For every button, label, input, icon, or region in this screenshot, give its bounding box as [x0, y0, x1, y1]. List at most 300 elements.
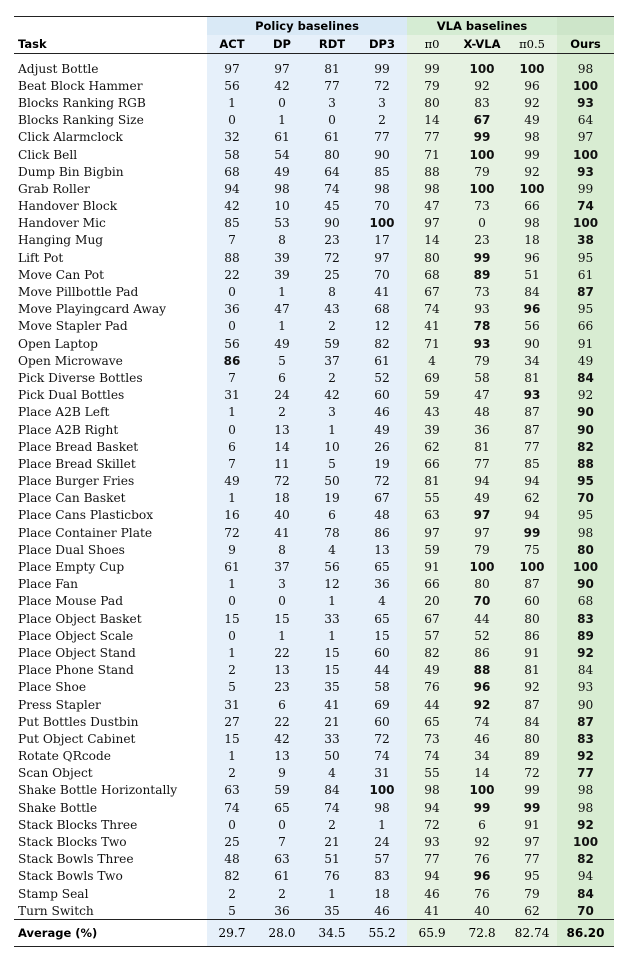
- score-cell-pi0: 46: [407, 885, 457, 902]
- table-row: [14, 627, 614, 644]
- score-cell-pi0: 14: [407, 232, 457, 249]
- score-cell-pi0: 99: [407, 54, 457, 78]
- table-row: [14, 352, 614, 369]
- score-cell-pi0: 59: [407, 541, 457, 558]
- score-cell-rdt: 5: [307, 455, 357, 472]
- table-row: [14, 782, 614, 799]
- score-cell-rdt: 90: [307, 215, 357, 232]
- score-cell-ours: 90: [557, 404, 614, 421]
- score-cell-pi05: 85: [507, 455, 557, 472]
- score-cell-dp3: 86: [357, 524, 407, 541]
- column-header-xvla: X-VLA: [457, 35, 507, 54]
- score-cell-rdt: 21: [307, 833, 357, 850]
- score-cell-pi0: 4: [407, 352, 457, 369]
- score-cell-ours: 100: [557, 146, 614, 163]
- score-cell-pi05: 92: [507, 94, 557, 111]
- score-cell-dp3: 18: [357, 885, 407, 902]
- score-cell-pi05: 66: [507, 198, 557, 215]
- score-cell-act: 0: [207, 593, 257, 610]
- table-row: [14, 455, 614, 472]
- score-cell-pi0: 91: [407, 558, 457, 575]
- score-cell-dp3: 2: [357, 112, 407, 129]
- score-cell-xvla: 99: [457, 249, 507, 266]
- score-cell-dp: 36: [257, 902, 307, 920]
- score-cell-xvla: 40: [457, 902, 507, 920]
- score-cell-pi0: 20: [407, 593, 457, 610]
- score-cell-dp: 9: [257, 765, 307, 782]
- column-header-dp: DP: [257, 35, 307, 54]
- score-cell-xvla: 78: [457, 318, 507, 335]
- score-cell-pi05: 97: [507, 833, 557, 850]
- score-cell-dp3: 36: [357, 576, 407, 593]
- score-cell-dp3: 46: [357, 404, 407, 421]
- column-header-ours: Ours: [557, 35, 614, 54]
- score-cell-pi05: 81: [507, 662, 557, 679]
- score-cell-act: 68: [207, 163, 257, 180]
- table-row: [14, 369, 614, 386]
- score-cell-act: 1: [207, 576, 257, 593]
- score-cell-dp3: 46: [357, 902, 407, 920]
- score-cell-dp: 7: [257, 833, 307, 850]
- score-cell-act: 61: [207, 558, 257, 575]
- score-cell-ours: 95: [557, 473, 614, 490]
- score-cell-act: 58: [207, 146, 257, 163]
- task-name-cell: Place Object Basket: [18, 611, 142, 626]
- score-cell-xvla: 70: [457, 593, 507, 610]
- score-cell-act: 2: [207, 662, 257, 679]
- score-cell-dp: 1: [257, 627, 307, 644]
- score-cell-rdt: 50: [307, 473, 357, 490]
- score-cell-pi0: 57: [407, 627, 457, 644]
- score-cell-rdt: 2: [307, 369, 357, 386]
- score-cell-rdt: 64: [307, 163, 357, 180]
- score-cell-dp3: 74: [357, 748, 407, 765]
- score-cell-xvla: 81: [457, 438, 507, 455]
- score-cell-dp3: 58: [357, 679, 407, 696]
- score-cell-act: 6: [207, 438, 257, 455]
- table-row: [14, 198, 614, 215]
- score-cell-xvla: 80: [457, 576, 507, 593]
- score-cell-dp3: 72: [357, 730, 407, 747]
- task-name-cell: Place Bread Skillet: [18, 456, 136, 471]
- score-cell-ours: 98: [557, 54, 614, 78]
- score-cell-xvla: 86: [457, 644, 507, 661]
- score-cell-ours: 92: [557, 816, 614, 833]
- score-cell-dp: 1: [257, 318, 307, 335]
- score-cell-dp: 23: [257, 679, 307, 696]
- task-name-cell: Put Object Cabinet: [18, 731, 136, 746]
- score-cell-rdt: 15: [307, 662, 357, 679]
- score-cell-pi0: 77: [407, 129, 457, 146]
- task-name-cell: Place Dual Shoes: [18, 542, 125, 557]
- score-cell-pi05: 34: [507, 352, 557, 369]
- score-cell-rdt: 35: [307, 679, 357, 696]
- score-cell-pi05: 100: [507, 180, 557, 197]
- table-row: [14, 765, 614, 782]
- score-cell-dp3: 69: [357, 696, 407, 713]
- score-cell-dp: 42: [257, 77, 307, 94]
- score-cell-pi0: 82: [407, 644, 457, 661]
- table-row: [14, 232, 614, 249]
- score-cell-pi0: 81: [407, 473, 457, 490]
- score-cell-act: 31: [207, 387, 257, 404]
- score-cell-dp3: 60: [357, 387, 407, 404]
- score-cell-xvla: 52: [457, 627, 507, 644]
- score-cell-pi0: 74: [407, 301, 457, 318]
- table-row: [14, 438, 614, 455]
- score-cell-xvla: 100: [457, 180, 507, 197]
- score-cell-dp3: 82: [357, 335, 407, 352]
- score-cell-ours: 93: [557, 163, 614, 180]
- score-cell-dp3: 70: [357, 198, 407, 215]
- score-cell-dp3: 41: [357, 283, 407, 300]
- score-cell-dp3: 12: [357, 318, 407, 335]
- score-cell-pi0: 69: [407, 369, 457, 386]
- score-cell-dp: 39: [257, 266, 307, 283]
- average-xvla: 72.8: [457, 920, 507, 947]
- task-name-cell: Beat Block Hammer: [18, 78, 143, 93]
- score-cell-rdt: 61: [307, 129, 357, 146]
- score-cell-pi0: 49: [407, 662, 457, 679]
- task-name-cell: Place Object Stand: [18, 645, 136, 660]
- score-cell-act: 16: [207, 507, 257, 524]
- table-row: [14, 713, 614, 730]
- score-cell-xvla: 67: [457, 112, 507, 129]
- score-cell-ours: 93: [557, 94, 614, 111]
- score-cell-pi05: 99: [507, 782, 557, 799]
- score-cell-pi05: 96: [507, 77, 557, 94]
- column-header-act: ACT: [207, 35, 257, 54]
- score-cell-pi0: 67: [407, 283, 457, 300]
- score-cell-dp3: 65: [357, 558, 407, 575]
- score-cell-rdt: 84: [307, 782, 357, 799]
- score-cell-pi05: 56: [507, 318, 557, 335]
- task-name-cell: Put Bottles Dustbin: [18, 714, 139, 729]
- score-cell-dp: 2: [257, 404, 307, 421]
- table-row: [14, 644, 614, 661]
- column-header-rdt: RDT: [307, 35, 357, 54]
- task-name-cell: Place Container Plate: [18, 525, 153, 540]
- score-cell-pi05: 92: [507, 679, 557, 696]
- score-cell-dp: 40: [257, 507, 307, 524]
- score-cell-pi05: 91: [507, 644, 557, 661]
- score-cell-ours: 61: [557, 266, 614, 283]
- table-body: [14, 54, 614, 920]
- score-cell-pi0: 94: [407, 868, 457, 885]
- score-cell-dp3: 90: [357, 146, 407, 163]
- score-cell-dp: 41: [257, 524, 307, 541]
- score-cell-rdt: 1: [307, 885, 357, 902]
- group-header-empty: [14, 17, 207, 36]
- score-cell-dp: 63: [257, 851, 307, 868]
- table-row: [14, 576, 614, 593]
- score-cell-ours: 74: [557, 198, 614, 215]
- score-cell-dp3: 52: [357, 369, 407, 386]
- table-row: [14, 54, 614, 78]
- score-cell-ours: 64: [557, 112, 614, 129]
- score-cell-ours: 87: [557, 713, 614, 730]
- group-header-ours-empty: [557, 17, 614, 36]
- score-cell-act: 0: [207, 627, 257, 644]
- score-cell-xvla: 83: [457, 94, 507, 111]
- score-cell-ours: 92: [557, 644, 614, 661]
- score-cell-dp: 2: [257, 885, 307, 902]
- score-cell-pi0: 55: [407, 765, 457, 782]
- group-header-policy: Policy baselines: [207, 17, 407, 36]
- score-cell-act: 2: [207, 885, 257, 902]
- score-cell-dp3: 19: [357, 455, 407, 472]
- score-cell-rdt: 3: [307, 404, 357, 421]
- score-cell-xvla: 73: [457, 283, 507, 300]
- score-cell-dp: 98: [257, 180, 307, 197]
- score-cell-dp3: 85: [357, 163, 407, 180]
- score-cell-xvla: 34: [457, 748, 507, 765]
- score-cell-ours: 92: [557, 387, 614, 404]
- score-cell-xvla: 100: [457, 558, 507, 575]
- score-cell-dp: 53: [257, 215, 307, 232]
- score-cell-pi0: 73: [407, 730, 457, 747]
- score-cell-dp: 5: [257, 352, 307, 369]
- score-cell-act: 15: [207, 610, 257, 627]
- task-name-cell: Blocks Ranking RGB: [18, 95, 146, 110]
- group-header-row: [14, 17, 614, 36]
- score-cell-ours: 100: [557, 77, 614, 94]
- score-cell-dp3: 13: [357, 541, 407, 558]
- score-cell-rdt: 74: [307, 180, 357, 197]
- score-cell-ours: 98: [557, 782, 614, 799]
- score-cell-dp3: 60: [357, 713, 407, 730]
- score-cell-act: 31: [207, 696, 257, 713]
- task-name-cell: Pick Diverse Bottles: [18, 370, 143, 385]
- task-name-cell: Stack Bowls Three: [18, 852, 134, 867]
- table-row: [14, 696, 614, 713]
- score-cell-ours: 97: [557, 129, 614, 146]
- table-row: [14, 266, 614, 283]
- score-cell-ours: 70: [557, 902, 614, 920]
- score-cell-dp3: 49: [357, 421, 407, 438]
- score-cell-ours: 98: [557, 524, 614, 541]
- score-cell-dp: 39: [257, 249, 307, 266]
- score-cell-act: 7: [207, 232, 257, 249]
- score-cell-act: 42: [207, 198, 257, 215]
- task-name-cell: Rotate QRcode: [18, 749, 112, 764]
- score-cell-xvla: 92: [457, 696, 507, 713]
- score-cell-act: 0: [207, 283, 257, 300]
- score-cell-xvla: 92: [457, 77, 507, 94]
- score-cell-xvla: 79: [457, 541, 507, 558]
- score-cell-ours: 49: [557, 352, 614, 369]
- score-cell-ours: 90: [557, 696, 614, 713]
- score-cell-dp: 1: [257, 283, 307, 300]
- task-name-cell: Place Phone Stand: [18, 663, 134, 678]
- score-cell-dp: 11: [257, 455, 307, 472]
- score-cell-pi05: 60: [507, 593, 557, 610]
- score-cell-dp: 6: [257, 696, 307, 713]
- table-row: [14, 249, 614, 266]
- score-cell-xvla: 76: [457, 885, 507, 902]
- average-dp: 28.0: [257, 920, 307, 947]
- score-cell-xvla: 48: [457, 404, 507, 421]
- score-cell-pi05: 87: [507, 404, 557, 421]
- score-cell-xvla: 93: [457, 301, 507, 318]
- score-cell-dp: 14: [257, 438, 307, 455]
- score-cell-pi05: 99: [507, 799, 557, 816]
- score-cell-pi0: 80: [407, 94, 457, 111]
- score-cell-xvla: 47: [457, 387, 507, 404]
- table-row: [14, 662, 614, 679]
- score-cell-ours: 84: [557, 662, 614, 679]
- average-pi0: 65.9: [407, 920, 457, 947]
- score-cell-act: 5: [207, 679, 257, 696]
- score-cell-rdt: 77: [307, 77, 357, 94]
- score-cell-xvla: 100: [457, 782, 507, 799]
- score-cell-act: 88: [207, 249, 257, 266]
- score-cell-dp: 65: [257, 799, 307, 816]
- score-cell-rdt: 1: [307, 421, 357, 438]
- score-cell-pi05: 49: [507, 112, 557, 129]
- column-header-dp3: DP3: [357, 35, 407, 54]
- score-cell-dp: 13: [257, 421, 307, 438]
- score-cell-pi05: 100: [507, 54, 557, 78]
- score-cell-dp3: 72: [357, 77, 407, 94]
- task-name-cell: Shake Bottle Horizontally: [18, 783, 178, 798]
- score-cell-pi0: 88: [407, 163, 457, 180]
- score-cell-pi0: 72: [407, 816, 457, 833]
- score-cell-rdt: 21: [307, 713, 357, 730]
- table-row: [14, 318, 614, 335]
- score-cell-rdt: 72: [307, 249, 357, 266]
- score-cell-xvla: 44: [457, 610, 507, 627]
- score-cell-rdt: 8: [307, 283, 357, 300]
- task-name-cell: Press Stapler: [18, 697, 101, 712]
- table-row: [14, 94, 614, 111]
- task-name-cell: Lift Pot: [18, 250, 64, 265]
- score-cell-pi0: 71: [407, 146, 457, 163]
- score-cell-dp3: 44: [357, 662, 407, 679]
- score-cell-rdt: 4: [307, 541, 357, 558]
- score-cell-pi05: 62: [507, 490, 557, 507]
- score-cell-xvla: 99: [457, 799, 507, 816]
- score-cell-pi05: 62: [507, 902, 557, 920]
- score-cell-rdt: 0: [307, 112, 357, 129]
- task-name-cell: Place Cans Plasticbox: [18, 508, 154, 523]
- score-cell-pi0: 74: [407, 748, 457, 765]
- score-cell-dp3: 48: [357, 507, 407, 524]
- score-cell-pi0: 55: [407, 490, 457, 507]
- task-name-cell: Place Shoe: [18, 680, 87, 695]
- score-cell-pi0: 43: [407, 404, 457, 421]
- task-name-cell: Move Playingcard Away: [18, 302, 167, 317]
- score-cell-act: 7: [207, 455, 257, 472]
- score-cell-dp3: 100: [357, 782, 407, 799]
- average-ours: 86.20: [557, 920, 614, 947]
- score-cell-ours: 95: [557, 507, 614, 524]
- score-cell-rdt: 2: [307, 816, 357, 833]
- score-cell-pi05: 75: [507, 541, 557, 558]
- column-header-row: [14, 35, 614, 54]
- score-cell-pi05: 80: [507, 610, 557, 627]
- task-name-cell: Grab Roller: [18, 181, 90, 196]
- table-row: [14, 215, 614, 232]
- score-cell-rdt: 37: [307, 352, 357, 369]
- score-cell-dp: 42: [257, 730, 307, 747]
- average-act: 29.7: [207, 920, 257, 947]
- score-cell-rdt: 1: [307, 593, 357, 610]
- score-cell-ours: 95: [557, 301, 614, 318]
- score-cell-act: 72: [207, 524, 257, 541]
- score-cell-dp3: 70: [357, 266, 407, 283]
- score-cell-rdt: 74: [307, 799, 357, 816]
- table-row: [14, 473, 614, 490]
- table-row: [14, 507, 614, 524]
- score-cell-ours: 94: [557, 868, 614, 885]
- score-cell-ours: 99: [557, 180, 614, 197]
- score-cell-pi05: 94: [507, 507, 557, 524]
- score-cell-pi0: 62: [407, 438, 457, 455]
- score-cell-ours: 70: [557, 490, 614, 507]
- average-label: Average (%): [14, 920, 207, 947]
- score-cell-ours: 87: [557, 283, 614, 300]
- score-cell-ours: 83: [557, 610, 614, 627]
- score-cell-dp3: 31: [357, 765, 407, 782]
- score-cell-pi0: 66: [407, 455, 457, 472]
- score-cell-dp3: 3: [357, 94, 407, 111]
- score-cell-dp: 61: [257, 129, 307, 146]
- task-name-cell: Turn Switch: [18, 903, 94, 918]
- table-row: [14, 799, 614, 816]
- score-cell-pi0: 39: [407, 421, 457, 438]
- score-cell-dp3: 61: [357, 352, 407, 369]
- score-cell-act: 48: [207, 851, 257, 868]
- score-cell-pi0: 98: [407, 782, 457, 799]
- table-row: [14, 851, 614, 868]
- score-cell-ours: 91: [557, 335, 614, 352]
- table-row: [14, 77, 614, 94]
- score-cell-act: 7: [207, 369, 257, 386]
- score-cell-xvla: 93: [457, 335, 507, 352]
- score-cell-act: 22: [207, 266, 257, 283]
- score-cell-dp: 13: [257, 662, 307, 679]
- score-cell-pi05: 72: [507, 765, 557, 782]
- table-row: [14, 301, 614, 318]
- task-name-cell: Click Bell: [18, 147, 78, 162]
- task-name-cell: Move Stapler Pad: [18, 319, 128, 334]
- score-cell-pi05: 80: [507, 730, 557, 747]
- score-cell-dp3: 26: [357, 438, 407, 455]
- task-name-cell: Pick Dual Bottles: [18, 388, 125, 403]
- task-name-cell: Place Mouse Pad: [18, 594, 124, 609]
- table-row: [14, 541, 614, 558]
- score-cell-pi0: 68: [407, 266, 457, 283]
- score-cell-ours: 82: [557, 438, 614, 455]
- score-cell-dp: 6: [257, 369, 307, 386]
- score-cell-act: 1: [207, 644, 257, 661]
- score-cell-xvla: 14: [457, 765, 507, 782]
- score-cell-dp: 72: [257, 473, 307, 490]
- score-cell-act: 56: [207, 335, 257, 352]
- score-cell-dp: 1: [257, 112, 307, 129]
- score-cell-pi0: 59: [407, 387, 457, 404]
- score-cell-ours: 68: [557, 593, 614, 610]
- score-cell-act: 0: [207, 318, 257, 335]
- score-cell-dp: 54: [257, 146, 307, 163]
- average-rdt: 34.5: [307, 920, 357, 947]
- table-row: [14, 593, 614, 610]
- score-cell-xvla: 89: [457, 266, 507, 283]
- score-cell-dp3: 98: [357, 799, 407, 816]
- score-cell-pi05: 93: [507, 387, 557, 404]
- table-row: [14, 112, 614, 129]
